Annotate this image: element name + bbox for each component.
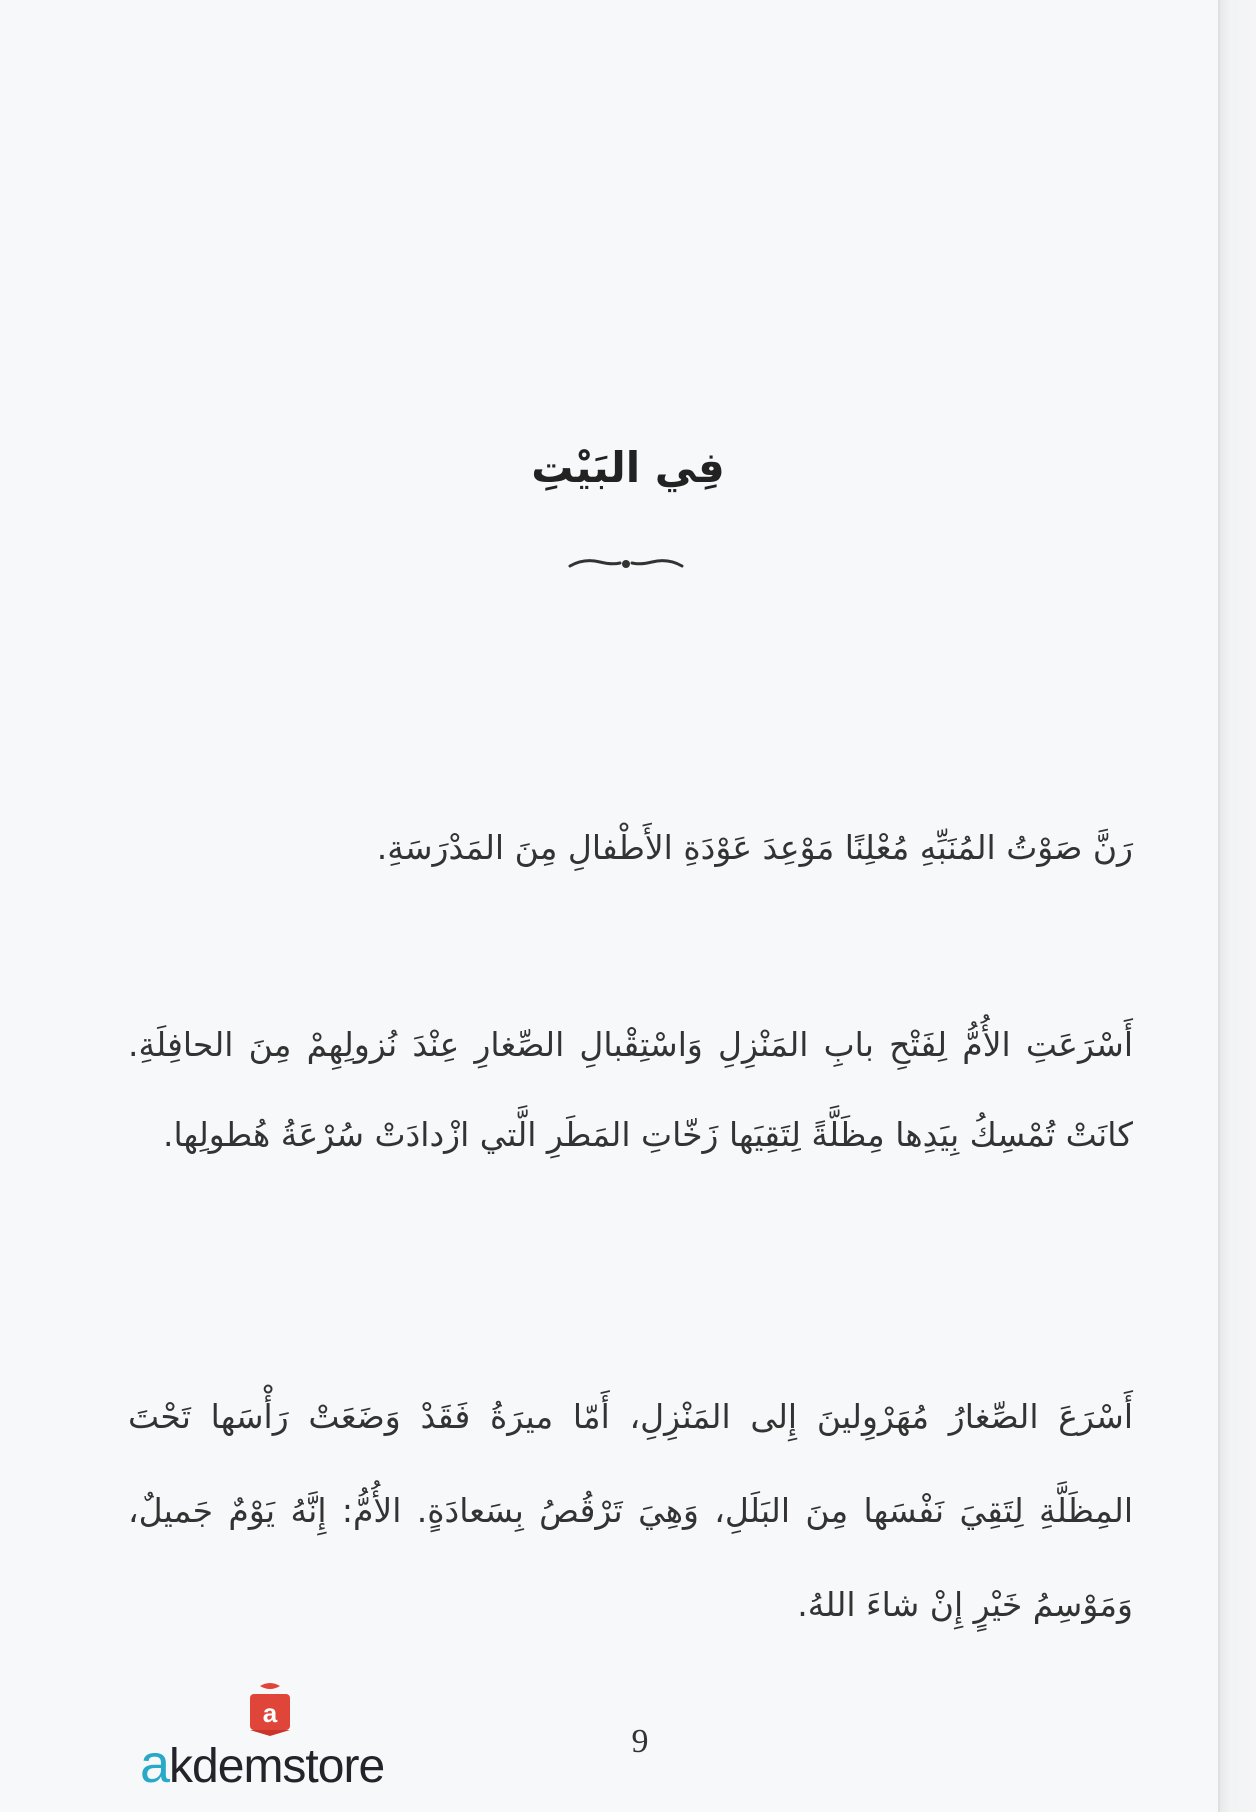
paragraph-1: رَنَّ صَوْتُ المُنَبِّهِ مُعْلِنًا مَوْعِدَ عَوْدَةِ الأَطْفالِ مِنَ المَدْرَسَةِ. (376, 828, 1133, 867)
title-ornament-divider (566, 548, 686, 578)
paragraph-2: أَسْرَعَتِ الأُمُّ لِفَتْحِ بابِ المَنْزِلِ وَاسْتِقْبالِ الصِّغارِ عِنْدَ نُزولِهِمْ مِنَ الحافِلَةِ. كانَتْ تُمْسِكُ بِيَدِها مِظَلَّةً لِتَقِيَها زَخّاتِ المَطَرِ الَّتي ازْدادَتْ سُرْعَةُ هُطولِها. (128, 1025, 1133, 1154)
page-edge-shadow (1218, 0, 1256, 1812)
open-book-icon (242, 1680, 298, 1740)
logo-wordmark (140, 1734, 384, 1797)
logo-wordmark-rest: kdemstore (169, 1740, 385, 1793)
paragraph-3: أَسْرَعَ الصِّغارُ مُهَرْوِلينَ إِلى المَنْزِلِ، أَمّا ميرَةُ فَقَدْ وَضَعَتْ رَأْسَها تَحْتَ المِظَلَّةِ لِتَقِيَ نَفْسَها مِنَ البَلَلِ، وَهِيَ تَرْقُصُ بِسَعادَةٍ. الأُمُّ: إِنَّهُ يَوْمٌ جَميلٌ، وَمَوْسِمُ خَيْرٍ إِنْ شاءَ اللهُ. (128, 1397, 1133, 1624)
publisher-logo (140, 1672, 400, 1792)
logo-accent-letter: a (140, 1734, 170, 1794)
chapter-title: فِي البَيْتِ (531, 443, 725, 492)
page-number: 9 (631, 1723, 649, 1760)
logo-icon-letter: a (262, 1698, 278, 1728)
